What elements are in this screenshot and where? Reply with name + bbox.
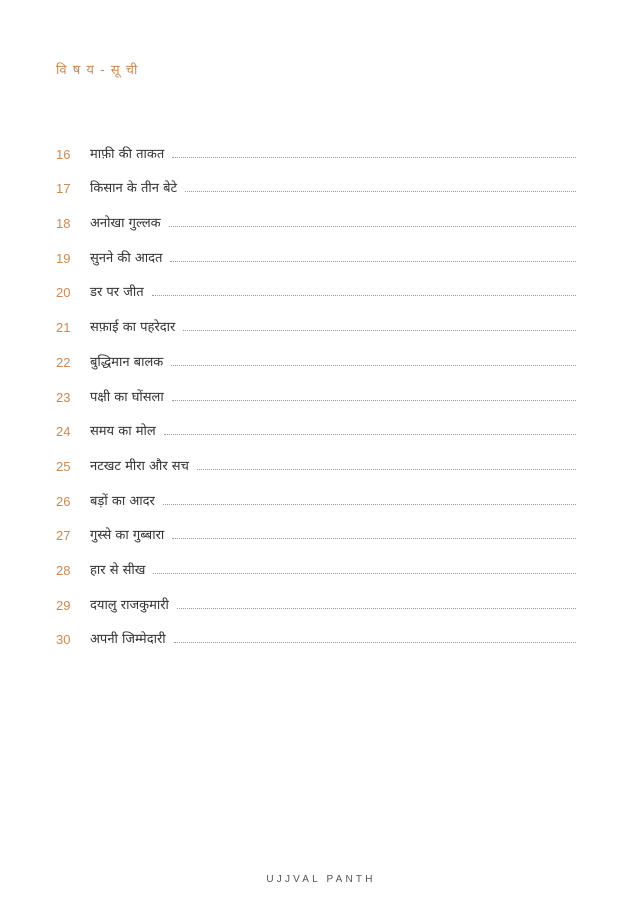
toc-entry[interactable] (56, 208, 576, 243)
toc-entry-number: 22 (56, 354, 71, 370)
dotted-leader (171, 365, 576, 366)
dotted-leader (197, 469, 576, 470)
toc-entry[interactable] (56, 347, 576, 382)
toc-entry[interactable] (56, 312, 576, 347)
toc-entry[interactable] (56, 451, 576, 486)
toc-entry-number: 26 (56, 493, 71, 509)
toc-entry-number: 28 (56, 562, 71, 578)
toc-entry-number: 25 (56, 458, 71, 474)
toc-entry[interactable] (56, 521, 576, 556)
toc-entry-number: 23 (56, 389, 71, 405)
dotted-leader (174, 642, 576, 643)
toc-entry[interactable] (56, 174, 576, 209)
toc-entry[interactable] (56, 278, 576, 313)
page-title: वि ष य - सू ची (56, 63, 139, 78)
toc-entry-number: 21 (56, 320, 71, 336)
toc-entry[interactable] (56, 139, 576, 174)
table-of-contents (56, 139, 576, 659)
dotted-leader (172, 538, 576, 539)
toc-entry-number: 29 (56, 597, 71, 613)
dotted-leader (163, 504, 576, 505)
toc-entry-number: 16 (56, 146, 71, 162)
toc-entry-title: अनोखा गुल्लक (90, 216, 161, 232)
dotted-leader (153, 573, 576, 574)
toc-entry-number: 17 (56, 181, 71, 197)
dotted-leader (169, 226, 576, 227)
toc-entry[interactable] (56, 590, 576, 625)
toc-entry-title: पक्षी का घोंसला (90, 389, 164, 405)
toc-entry-title: दयालु राजकुमारी (90, 597, 169, 613)
toc-entry-title: हार से सीख (90, 562, 146, 578)
toc-entry-title: सफ़ाई का पहरेदार (90, 320, 176, 336)
toc-entry[interactable] (56, 243, 576, 278)
toc-entry-title: डर पर जीत (90, 285, 144, 301)
toc-entry-number: 20 (56, 285, 71, 301)
dotted-leader (152, 295, 576, 296)
toc-entry[interactable] (56, 417, 576, 452)
dotted-leader (172, 157, 576, 158)
toc-entry-title: माफ़ी की ताकत (90, 146, 165, 162)
toc-entry-title: किसान के तीन बेटे (90, 181, 178, 197)
toc-entry-number: 19 (56, 250, 71, 266)
toc-entry-title: समय का मोल (90, 424, 156, 440)
toc-entry[interactable] (56, 382, 576, 417)
toc-entry[interactable] (56, 486, 576, 521)
dotted-leader (177, 608, 576, 609)
footer-author: UJJVAL PANTH (266, 874, 376, 885)
toc-entry-number: 27 (56, 528, 71, 544)
toc-entry[interactable] (56, 625, 576, 660)
toc-entry-title: बड़ों का आदर (90, 493, 155, 509)
toc-entry-number: 24 (56, 424, 71, 440)
dotted-leader (164, 434, 576, 435)
toc-entry-title: गुस्से का गुब्बारा (90, 528, 165, 544)
toc-entry-title: सुनने की आदत (90, 250, 163, 266)
dotted-leader (170, 261, 576, 262)
dotted-leader (183, 330, 576, 331)
toc-entry-title: नटखट मीरा और सच (90, 458, 189, 474)
toc-entry-number: 18 (56, 216, 71, 232)
toc-entry-title: बुद्धिमान बालक (90, 354, 164, 370)
dotted-leader (185, 191, 576, 192)
toc-entry[interactable] (56, 555, 576, 590)
dotted-leader (172, 400, 576, 401)
toc-entry-number: 30 (56, 632, 71, 648)
toc-entry-title: अपनी जिम्मेदारी (90, 632, 166, 648)
